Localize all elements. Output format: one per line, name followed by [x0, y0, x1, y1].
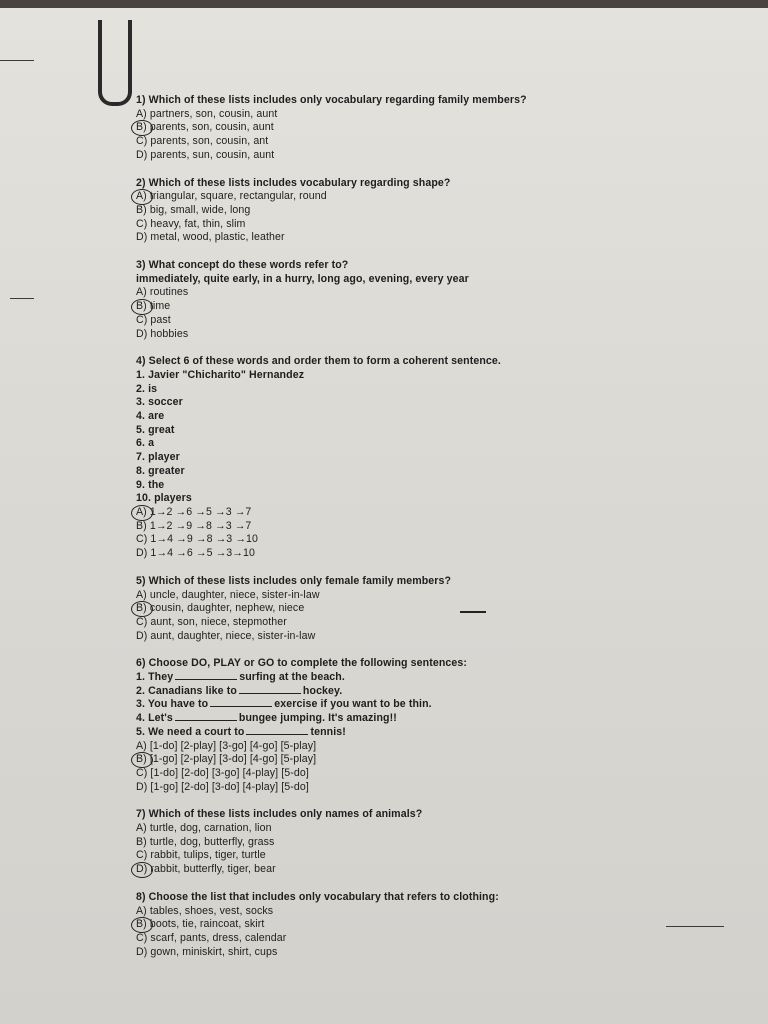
question-6 [136, 657, 736, 794]
option-d: D) aunt, daughter, niece, sister-in-law [136, 629, 316, 642]
sentence-item: 2. Canadians like to hockey. [136, 684, 343, 697]
option-a: A) turtle, dog, carnation, lion [136, 822, 272, 835]
option-c: C) parents, son, cousin, ant [136, 135, 269, 148]
question-stem: 5) Which of these lists includes only female family members? [136, 574, 452, 587]
option-c: C) [1-do] [2-do] [3-go] [4-play] [5-do] [136, 766, 309, 779]
question-stem: 2) Which of these lists includes vocabulary regarding shape? [136, 176, 451, 189]
question-8 [136, 891, 736, 960]
question-subline: immediately, quite early, in a hurry, long ago, evening, every year [136, 272, 469, 285]
handwritten-mark [98, 20, 132, 106]
word-item: 5. great [136, 423, 175, 436]
word-item: 3. soccer [136, 396, 183, 409]
option-b: B) 1→2 →9 →8 →3 →7 [136, 519, 252, 532]
word-item: 7. player [136, 451, 180, 464]
option-a: A) triangular, square, rectangular, round [136, 190, 736, 204]
option-b: B) boots, tie, raincoat, skirt [136, 918, 736, 932]
option-c: C) rabbit, tulips, tiger, turtle [136, 849, 266, 862]
question-stem: 3) What concept do these words refer to? [136, 259, 349, 272]
word-item: 6. a [136, 437, 155, 450]
question-4 [136, 355, 736, 561]
option-b: B) [1-go] [2-play] [3-do] [4-go] [5-play] [136, 753, 736, 767]
question-3 [136, 259, 736, 341]
option-d: D) rabbit, butterfly, tiger, bear [136, 863, 736, 877]
option-c: C) heavy, fat, thin, slim [136, 217, 246, 230]
option-b: B) parents, son, cousin, aunt [136, 121, 736, 135]
question-stem: 4) Select 6 of these words and order them to form a coherent sentence. [136, 355, 501, 368]
word-item: 1. Javier "Chicharito" Hernandez [136, 368, 305, 381]
question-stem: 1) Which of these lists includes only vocabulary regarding family members? [136, 94, 527, 106]
option-a: A) partners, son, cousin, aunt [136, 107, 278, 120]
option-d: D) metal, wood, plastic, leather [136, 231, 285, 244]
option-c: C) 1→4 →9 →8 →3 →10 [136, 533, 259, 546]
word-item: 9. the [136, 478, 165, 491]
option-a: A) tables, shoes, vest, socks [136, 904, 274, 917]
sentence-item: 3. You have to exercise if you want to be thin. [136, 698, 432, 711]
sentence-item: 5. We need a court to tennis! [136, 725, 346, 738]
paper-sheet [0, 8, 768, 1024]
question-7 [136, 808, 736, 877]
option-c: C) past [136, 313, 171, 326]
question-2 [136, 177, 736, 246]
question-5 [136, 575, 736, 644]
word-item: 10. players [136, 492, 192, 505]
word-item: 4. are [136, 410, 165, 423]
option-b: B) turtle, dog, butterfly, grass [136, 835, 275, 848]
option-d: D) parents, sun, cousin, aunt [136, 148, 275, 161]
option-c: C) aunt, son, niece, stepmother [136, 615, 287, 628]
word-item: 2. is [136, 382, 158, 395]
pen-stroke [0, 60, 34, 61]
option-b: B) big, small, wide, long [136, 203, 251, 216]
option-a: A) routines [136, 286, 189, 299]
option-b: B) cousin, daughter, nephew, niece [136, 602, 736, 616]
option-a: A) 1→2 →6 →5 →3 →7 [136, 506, 736, 520]
option-a: A) uncle, daughter, niece, sister-in-law [136, 588, 320, 601]
option-d: D) gown, miniskirt, shirt, cups [136, 945, 278, 958]
sentence-item: 4. Let's bungee jumping. It's amazing!! [136, 712, 397, 725]
question-stem: 6) Choose DO, PLAY or GO to complete the following sentences: [136, 657, 468, 670]
option-d: D) hobbies [136, 327, 189, 340]
option-c: C) scarf, pants, dress, calendar [136, 931, 287, 944]
quiz-document [136, 94, 736, 973]
sentence-item: 1. They surfing at the beach. [136, 671, 345, 684]
word-item: 8. greater [136, 464, 185, 477]
question-stem: 7) Which of these lists includes only names of animals? [136, 808, 423, 821]
question-stem: 8) Choose the list that includes only vocabulary that refers to clothing: [136, 890, 499, 903]
question-1 [136, 94, 736, 163]
option-d: D) [1-go] [2-do] [3-do] [4-play] [5-do] [136, 780, 309, 793]
pen-stroke [10, 298, 34, 299]
option-b: B) time [136, 300, 736, 314]
option-d: D) 1→4 →6 →5 →3→10 [136, 547, 255, 560]
option-a: A) [1-do] [2-play] [3-go] [4-go] [5-play] [136, 739, 317, 752]
